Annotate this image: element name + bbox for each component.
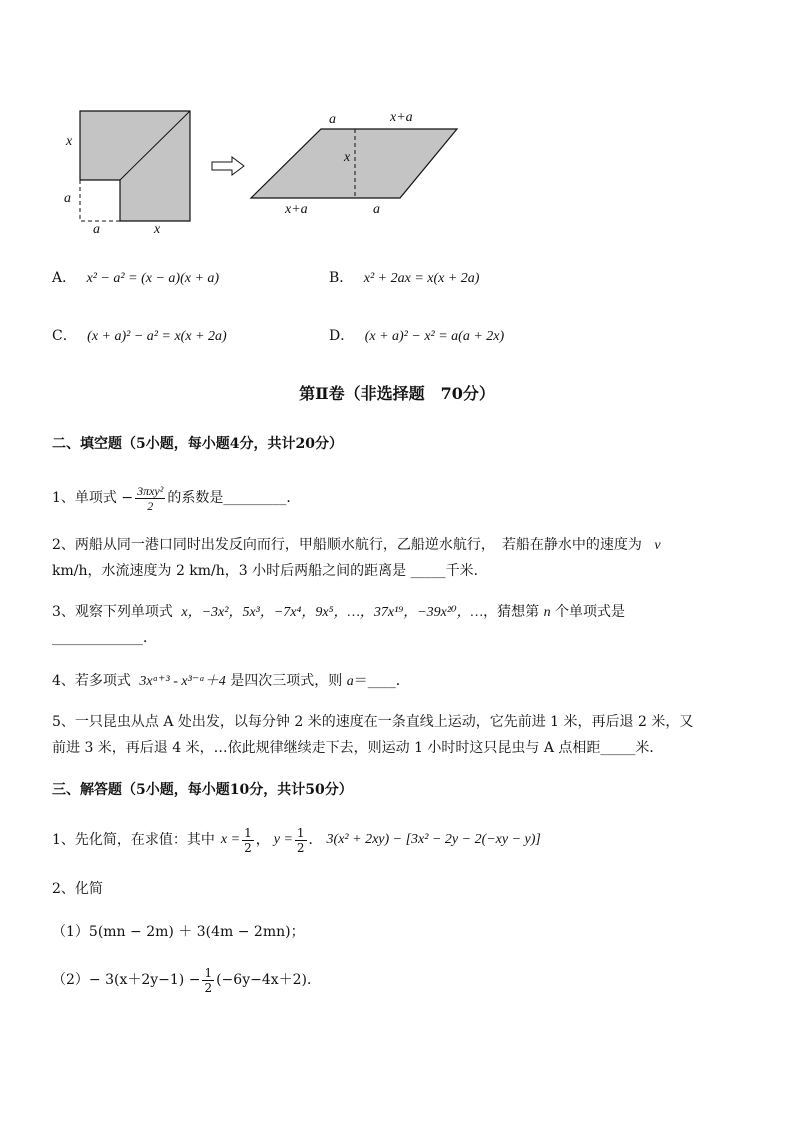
fill-q2-var: v <box>654 538 661 553</box>
label-a-top: a <box>329 112 336 127</box>
fill-q4-mid: 是四次三项式，则 <box>230 673 343 689</box>
solve-q1-y-num: 1 <box>296 825 305 840</box>
label-a-bottom-right: a <box>373 202 380 217</box>
solve-q1-y-eq: y = <box>273 832 293 847</box>
option-a-letter: A． <box>52 270 77 286</box>
missing-square-dashed <box>80 180 120 221</box>
fill-q1-fraction <box>135 484 165 513</box>
fill-q3-post: ，猜想第 <box>483 604 540 620</box>
fill-q1-pre: 1、单项式 − <box>52 490 134 506</box>
fill-q5-line2: 前进 3 米，再后退 4 米，…依此规律继续走下去，则运动 1 小时时这只昆虫与 A 点相距_____米． <box>52 740 664 756</box>
option-a-expr: x² − a² = (x − a)(x + a) <box>86 271 220 286</box>
solve-q1-x-den: 2 <box>244 840 252 855</box>
fill-q1-numerator: 3πxy² <box>137 483 164 498</box>
label-xa-top: x+a <box>390 110 413 125</box>
option-c-letter: C． <box>52 328 77 344</box>
fill-q5-line1: 5、一只昆虫从点 A 处出发，以每分钟 2 米的速度在一条直线上运动，它先前进 1 米，再后退 2 米，又 <box>52 714 694 730</box>
fill-q1-denominator: 2 <box>147 498 154 513</box>
fill-q3-post2: 个单项式是 <box>555 604 626 620</box>
fill-q4-post: ＝____． <box>353 673 410 689</box>
label-x-mid: x <box>344 150 351 165</box>
fill-q3-line2: _____________． <box>52 630 157 646</box>
fill-q2-text: 2、两船从同一港口同时出发反向而行，甲船顺水航行，乙船逆水航行， 若船在静水中的速度为 <box>52 537 642 553</box>
solve-q1-y-fraction <box>295 826 307 855</box>
option-d[interactable] <box>329 326 504 347</box>
option-b[interactable] <box>329 268 479 289</box>
solve-q2-part1: （1）5(mn − 2m) ＋ 3(4m − 2mn)； <box>52 924 305 940</box>
label-x-left: x <box>66 134 73 149</box>
solve-q2-part2-post: (−6y−4x＋2)． <box>216 972 322 988</box>
fill-q3-sequence: x，−3x²，5x³，−7x⁴，9x⁵，…，37x¹⁹，−39x²⁰，… <box>181 605 484 620</box>
solve-q1-x-fraction <box>242 826 254 855</box>
fill-q4 <box>52 671 410 692</box>
solve-q1-y-den: 2 <box>296 840 305 855</box>
label-xa-bottom: x+a <box>285 202 308 217</box>
fill-q2-line1 <box>52 535 661 556</box>
option-d-letter: D． <box>329 328 355 344</box>
fill-q1-post: 的系数是_________． <box>167 490 301 506</box>
solve-q1-expr: 3(x² + 2xy) − [3x² − 2y − 2(−xy − y)] <box>326 832 541 847</box>
fill-q4-var: a <box>346 674 354 689</box>
solve-q2-title: 2、化简 <box>52 881 103 897</box>
label-a-side: a <box>64 191 71 206</box>
fill-q3-n: n <box>543 605 551 620</box>
fill-heading: 二、填空题（5小题，每小题4分，共计20分） <box>52 436 343 452</box>
arrow-icon <box>212 157 244 175</box>
option-a[interactable] <box>52 268 219 289</box>
option-d-expr: (x + a)² − x² = a(a + 2x) <box>364 329 505 344</box>
label-x-bottom: x <box>154 222 161 237</box>
solve-q2-frac-num: 1 <box>204 965 213 980</box>
fill-q4-pre: 4、若多项式 <box>52 673 131 689</box>
solve-q2-part2 <box>52 962 321 998</box>
solve-q1-pre: 1、先化简，在求值：其中 <box>52 832 215 848</box>
option-c[interactable] <box>52 326 227 347</box>
part2-title: 第Ⅱ卷（非选择题 70分） <box>299 384 495 403</box>
fill-q1 <box>52 480 300 516</box>
solve-q1-x-eq: x = <box>220 832 241 847</box>
solve-q1-x-num: 1 <box>244 825 252 840</box>
solve-q2-fraction <box>202 966 214 995</box>
parallelogram <box>251 129 457 198</box>
option-c-expr: (x + a)² − a² = x(x + 2a) <box>87 329 227 344</box>
label-a-bottom: a <box>93 222 100 237</box>
solve-heading: 三、解答题（5小题，每小题10分，共计50分） <box>52 782 353 798</box>
fill-q4-expr: 3xᵃ⁺³ - x³⁻ᵃ＋4 <box>139 674 226 689</box>
option-b-expr: x² + 2ax = x(x + 2a) <box>363 271 480 286</box>
solve-q2-frac-den: 2 <box>204 980 213 995</box>
solve-q2-part2-pre: （2）− 3(x＋2y−1) − <box>52 972 201 988</box>
fill-q2-line2: km/h，水流速度为 2 km/h，3 小时后两船之间的距离是 _____千米． <box>52 563 488 579</box>
option-b-letter: B． <box>329 270 354 286</box>
fill-q3-pre: 3、观察下列单项式 <box>52 604 173 620</box>
solve-q1-sep: ， <box>255 832 270 848</box>
fill-q3-line1 <box>52 602 625 623</box>
solve-q1: 1、先化简，在求值：其中 x = $\frac{1}{2}$ ， y = $\frac{1}{2}$ ． 3(x² + 2xy) − [3x² − 2y − 2(−xy − y)] <box>52 825 541 855</box>
